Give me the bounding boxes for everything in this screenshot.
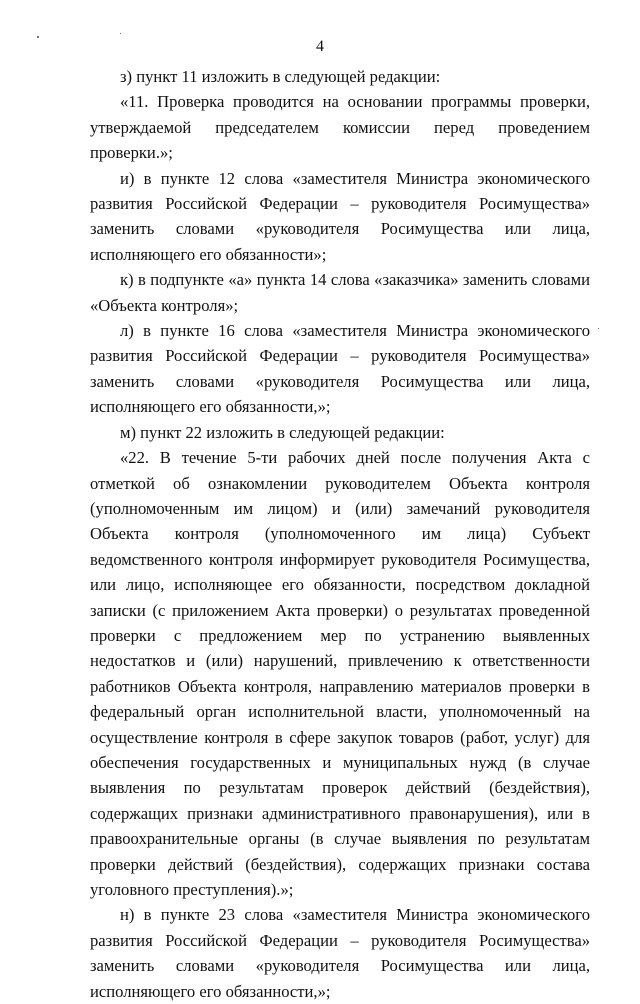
page-number: 4 xyxy=(316,38,324,55)
paragraph-l: л) в пункте 16 слова «заместителя Министра экономического развития Российской Федерации – руководителя Росимущества» заменить словами «руководителя Росимущества или лица, исполняющего его обязанности,»; xyxy=(90,321,590,417)
paragraph-m: м) пункт 22 изложить в следующей редакции: xyxy=(120,422,445,442)
paragraph-11-text: «11. Проверка проводится на основании программы проверки, утверждаемой председателем комиссии перед проведением проверки.»; xyxy=(90,92,590,163)
document-body xyxy=(90,64,590,1004)
scan-speck xyxy=(598,328,599,329)
scan-speck xyxy=(120,33,121,34)
paragraph-z: з) пункт 11 изложить в следующей редакции: xyxy=(120,67,441,86)
paragraph-k: к) в подпункте «а» пункта 14 слова «заказчика» заменить словами «Объекта контроля»; xyxy=(90,270,590,315)
paragraph-i: и) в пункте 12 слова «заместителя Министра экономического развития Российской Федерации – руководителя Росимущества» заменить словами «руководителя Росимущества или лица, исполняющего его обязанности»; xyxy=(90,168,590,264)
paragraph-n: н) в пункте 23 слова «заместителя Министра экономического развития Российской Федерации – руководителя Росимущества» заменить словами «руководителя Росимущества или лица, исполняющего его обязанности,»; xyxy=(90,905,590,1001)
scan-speck xyxy=(37,36,39,38)
paragraph-22-text: «22. В течение 5-ти рабочих дней после получения Акта с отметкой об ознакомлении руководителем Объекта контроля (уполномоченным им лицом) и (или) замечаний руководителя Объекта контроля (уполномоченного им лица) Субъект ведомственного контроля информирует руководителя Росимущества, или лицо, исполняющее его обязанности, посредством докладной записки (с приложением Акта проверки) о результатах проведенной проверки с предложением мер по устранению выявленных недостатков и (или) нарушений, привлечению к ответственности работников Объекта контроля, направлению материалов проверки в федеральный орган исполнительной власти, уполномоченный на осуществление контроля в сфере закупок товаров (работ, услуг) для обеспечения государственных и муниципальных нужд (в случае выявления по результатам проверок действий (бездействия), содержащих признаки административного правонарушения), или в правоохранительные органы (в случае выявления по результатам проверки действий (бездействия), содержащих признаки состава уголовного преступления).»; xyxy=(90,448,590,899)
